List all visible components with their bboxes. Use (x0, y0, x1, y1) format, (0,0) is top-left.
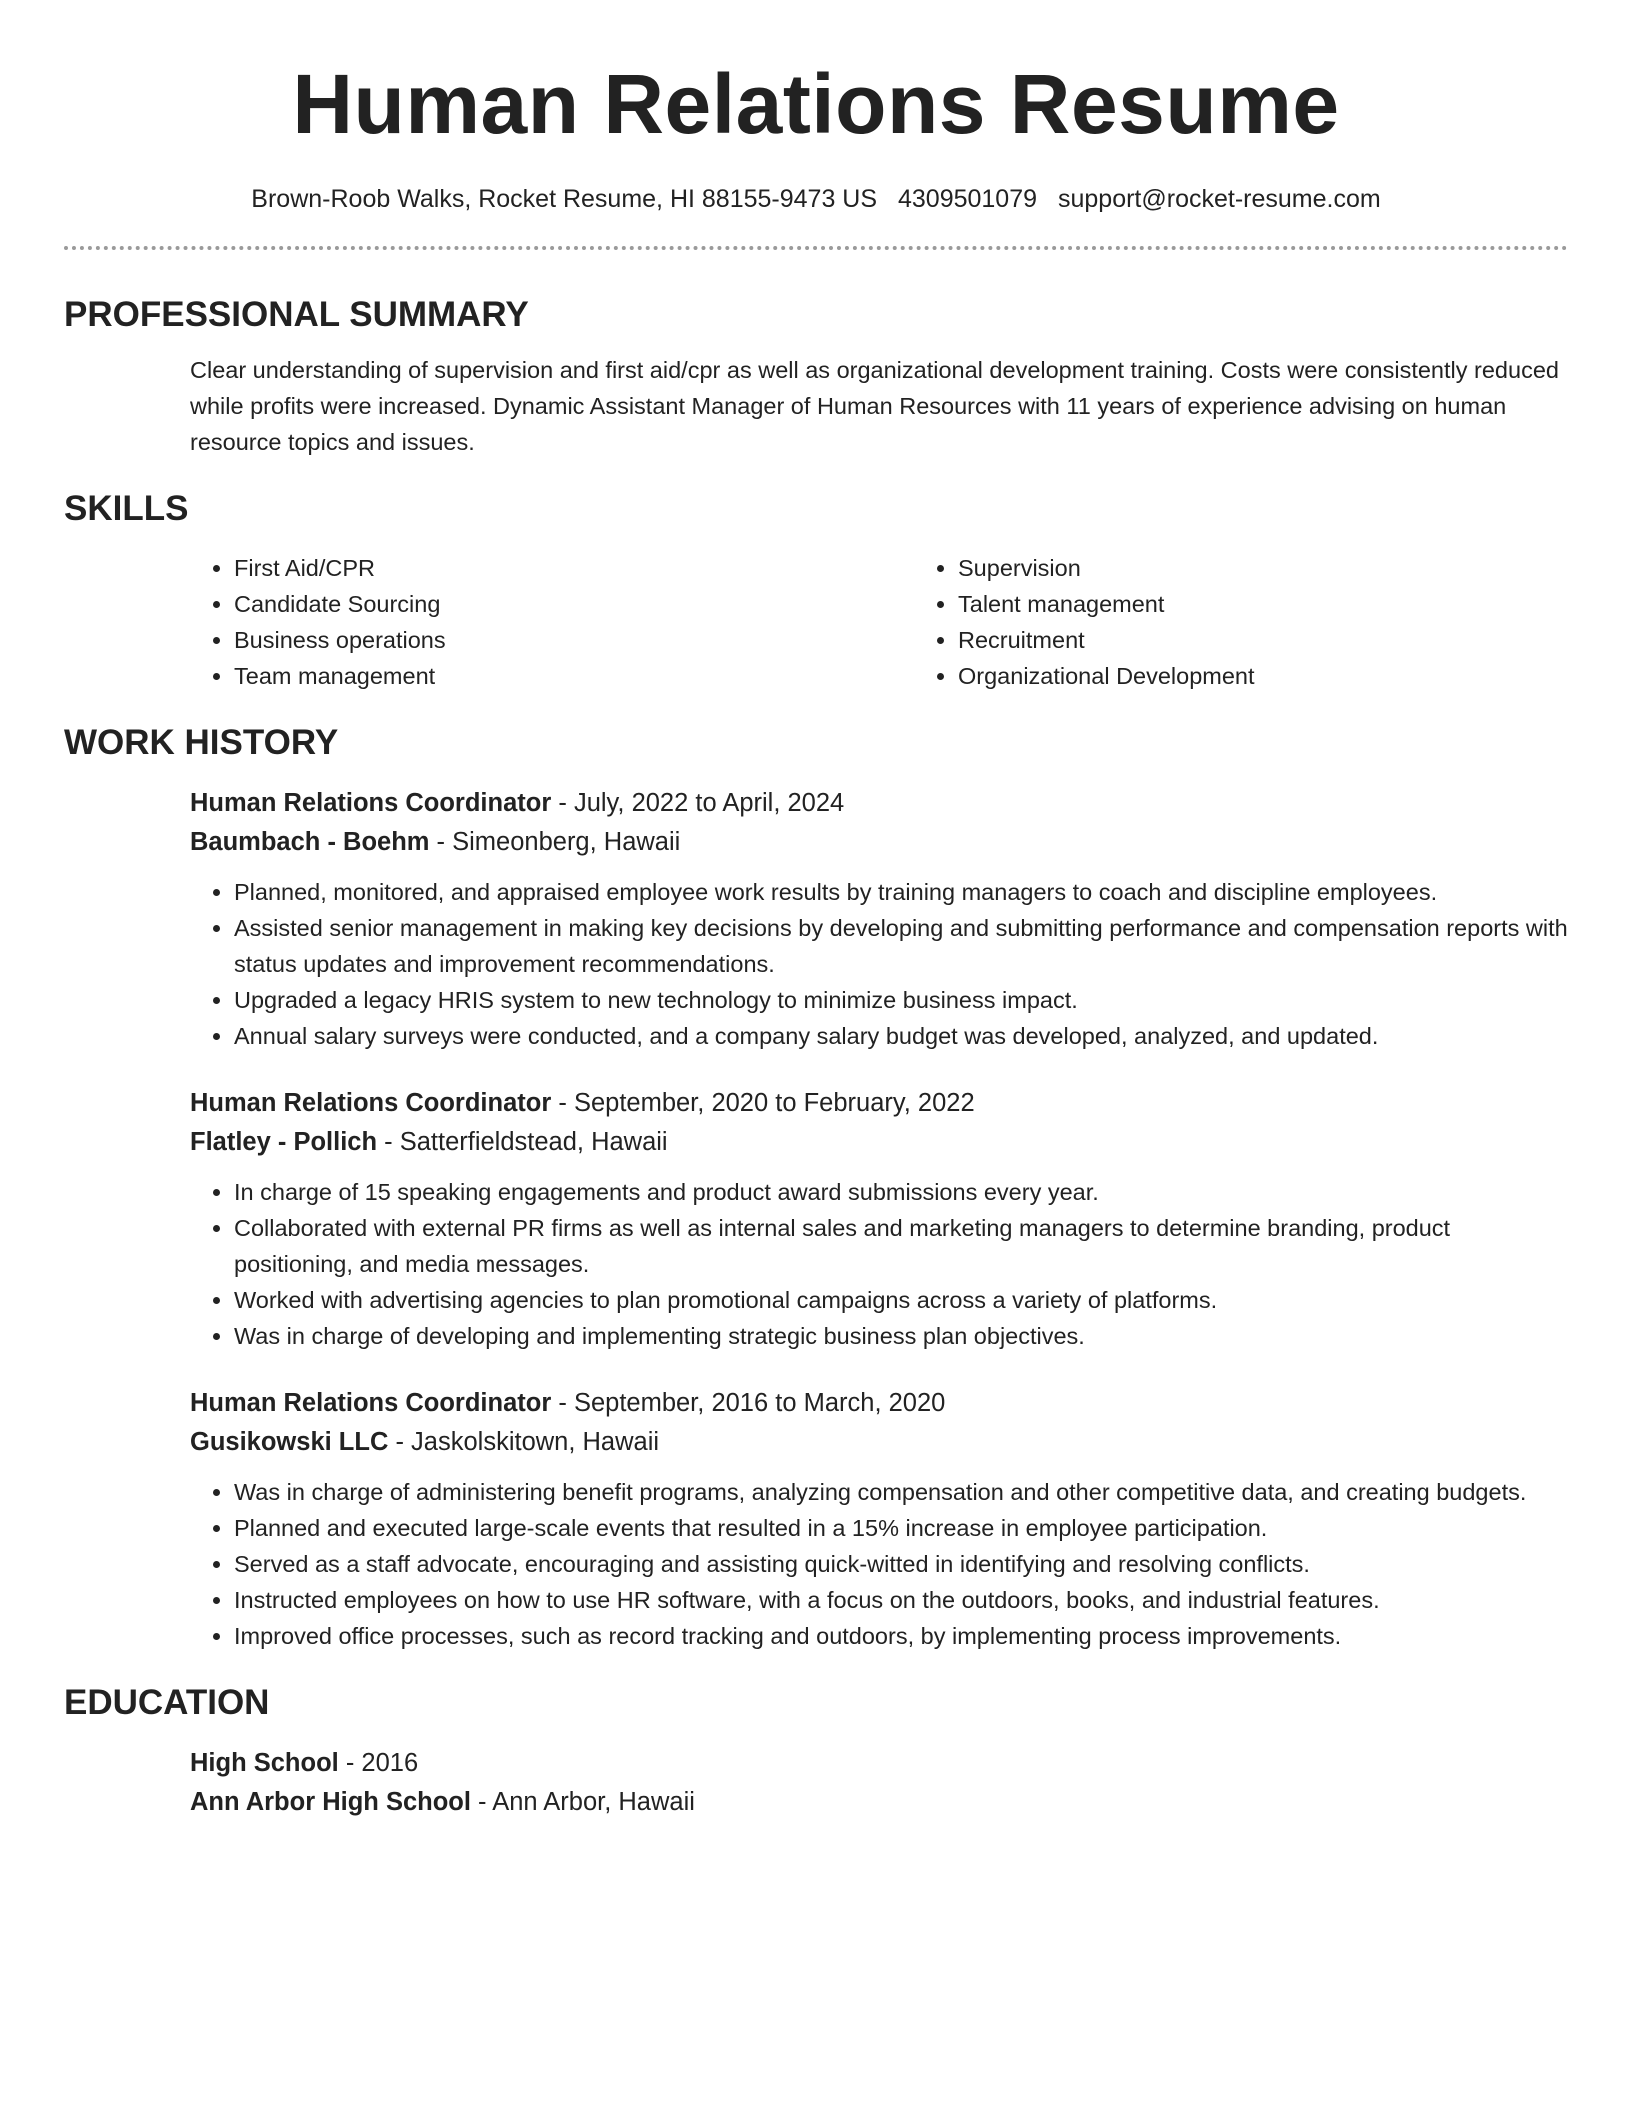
job-bullet: • Worked with advertising agencies to plan promotional campaigns across a variety of platforms. (234, 1282, 1568, 1318)
summary-text: Clear understanding of supervision and first aid/cpr as well as organizational development training. Costs were consistently reduced while profits were increased. Dynamic Assistant Manager of Human Resources with 11 years of experience advising on human resource topics and issues. (190, 357, 1559, 455)
job-bullet: • Improved office processes, such as record tracking and outdoors, by implementing process improvements. (234, 1618, 1568, 1654)
skills-column-2 (914, 550, 1255, 694)
job-location: - Jaskolskitown, Hawaii (388, 1428, 660, 1456)
job-company: Gusikowski LLC (190, 1428, 389, 1456)
job-title-line (190, 1084, 1568, 1123)
skills-list (190, 550, 1568, 694)
resume-title: Human Relations Resume (292, 57, 1340, 151)
job-title-line (190, 784, 1568, 823)
contact-email: support@rocket-resume.com (1057, 185, 1381, 213)
job-bullet: • Assisted senior management in making key decisions by developing and submitting performance and compensation reports with status updates and improvement recommendations. (234, 910, 1568, 982)
job-company-line (190, 1123, 1568, 1162)
job-bullet: • Served as a staff advocate, encouraging and assisting quick-witted in identifying and resolving conflicts. (234, 1546, 1568, 1582)
education-location: - Ann Arbor, Hawaii (470, 1788, 695, 1816)
education-heading: EDUCATION (64, 1683, 270, 1722)
skills-heading: SKILLS (64, 489, 189, 528)
job-role: Human Relations Coordinator (190, 1389, 552, 1417)
summary-heading: PROFESSIONAL SUMMARY (64, 295, 529, 334)
job-location: - Satterfieldstead, Hawaii (377, 1128, 668, 1156)
job-bullets (190, 874, 1568, 1054)
job-company-line (190, 823, 1568, 862)
education-school: Ann Arbor High School (190, 1788, 471, 1816)
work-history-heading: WORK HISTORY (64, 723, 339, 762)
job-entry (190, 1384, 1568, 1654)
skill-item: • Candidate Sourcing (234, 586, 914, 622)
skill-item: • Business operations (234, 622, 914, 658)
skill-item: • Supervision (958, 550, 1255, 586)
education-entry (190, 1744, 1568, 1822)
job-title-line (190, 1384, 1568, 1423)
job-dates: - July, 2022 to April, 2024 (551, 789, 845, 817)
skill-item: • Organizational Development (958, 658, 1255, 694)
job-company: Baumbach - Boehm (190, 828, 430, 856)
job-dates: - September, 2020 to February, 2022 (551, 1089, 975, 1117)
job-bullet: • Was in charge of administering benefit programs, analyzing compensation and other competitive data, and creating budgets. (234, 1474, 1568, 1510)
contact-line (64, 184, 1568, 214)
job-bullets (190, 1474, 1568, 1654)
job-company: Flatley - Pollich (190, 1128, 378, 1156)
job-dates: - September, 2016 to March, 2020 (551, 1389, 946, 1417)
job-bullet: • Planned and executed large-scale events that resulted in a 15% increase in employee participation. (234, 1510, 1568, 1546)
job-bullet: • Planned, monitored, and appraised employee work results by training managers to coach and discipline employees. (234, 874, 1568, 910)
skill-item: • First Aid/CPR (234, 550, 914, 586)
job-bullet: • Was in charge of developing and implementing strategic business plan objectives. (234, 1318, 1568, 1354)
job-bullet: • Annual salary surveys were conducted, and a company salary budget was developed, analyzed, and updated. (234, 1018, 1568, 1054)
skill-item: • Team management (234, 658, 914, 694)
job-bullet: • Upgraded a legacy HRIS system to new technology to minimize business impact. (234, 982, 1568, 1018)
job-bullets (190, 1174, 1568, 1354)
contact-address: Brown-Roob Walks, Rocket Resume, HI 88155-9473 US (251, 185, 878, 213)
job-bullet: • In charge of 15 speaking engagements and product award submissions every year. (234, 1174, 1568, 1210)
job-entry (190, 784, 1568, 1054)
skill-item: • Talent management (958, 586, 1255, 622)
skills-column-1 (190, 550, 914, 694)
header-divider (64, 246, 1568, 250)
education-degree: High School (190, 1749, 339, 1777)
education-school-line (190, 1783, 1568, 1822)
job-company-line (190, 1423, 1568, 1462)
skill-item: • Recruitment (958, 622, 1255, 658)
job-bullet: • Collaborated with external PR firms as well as internal sales and marketing managers to determine branding, product positioning, and media messages. (234, 1210, 1568, 1282)
education-degree-line (190, 1744, 1568, 1783)
contact-phone: 4309501079 (897, 185, 1038, 213)
job-role: Human Relations Coordinator (190, 789, 552, 817)
job-role: Human Relations Coordinator (190, 1089, 552, 1117)
job-location: - Simeonberg, Hawaii (429, 828, 681, 856)
education-year: - 2016 (338, 1749, 419, 1777)
job-entry (190, 1084, 1568, 1354)
job-bullet: • Instructed employees on how to use HR software, with a focus on the outdoors, books, and industrial features. (234, 1582, 1568, 1618)
